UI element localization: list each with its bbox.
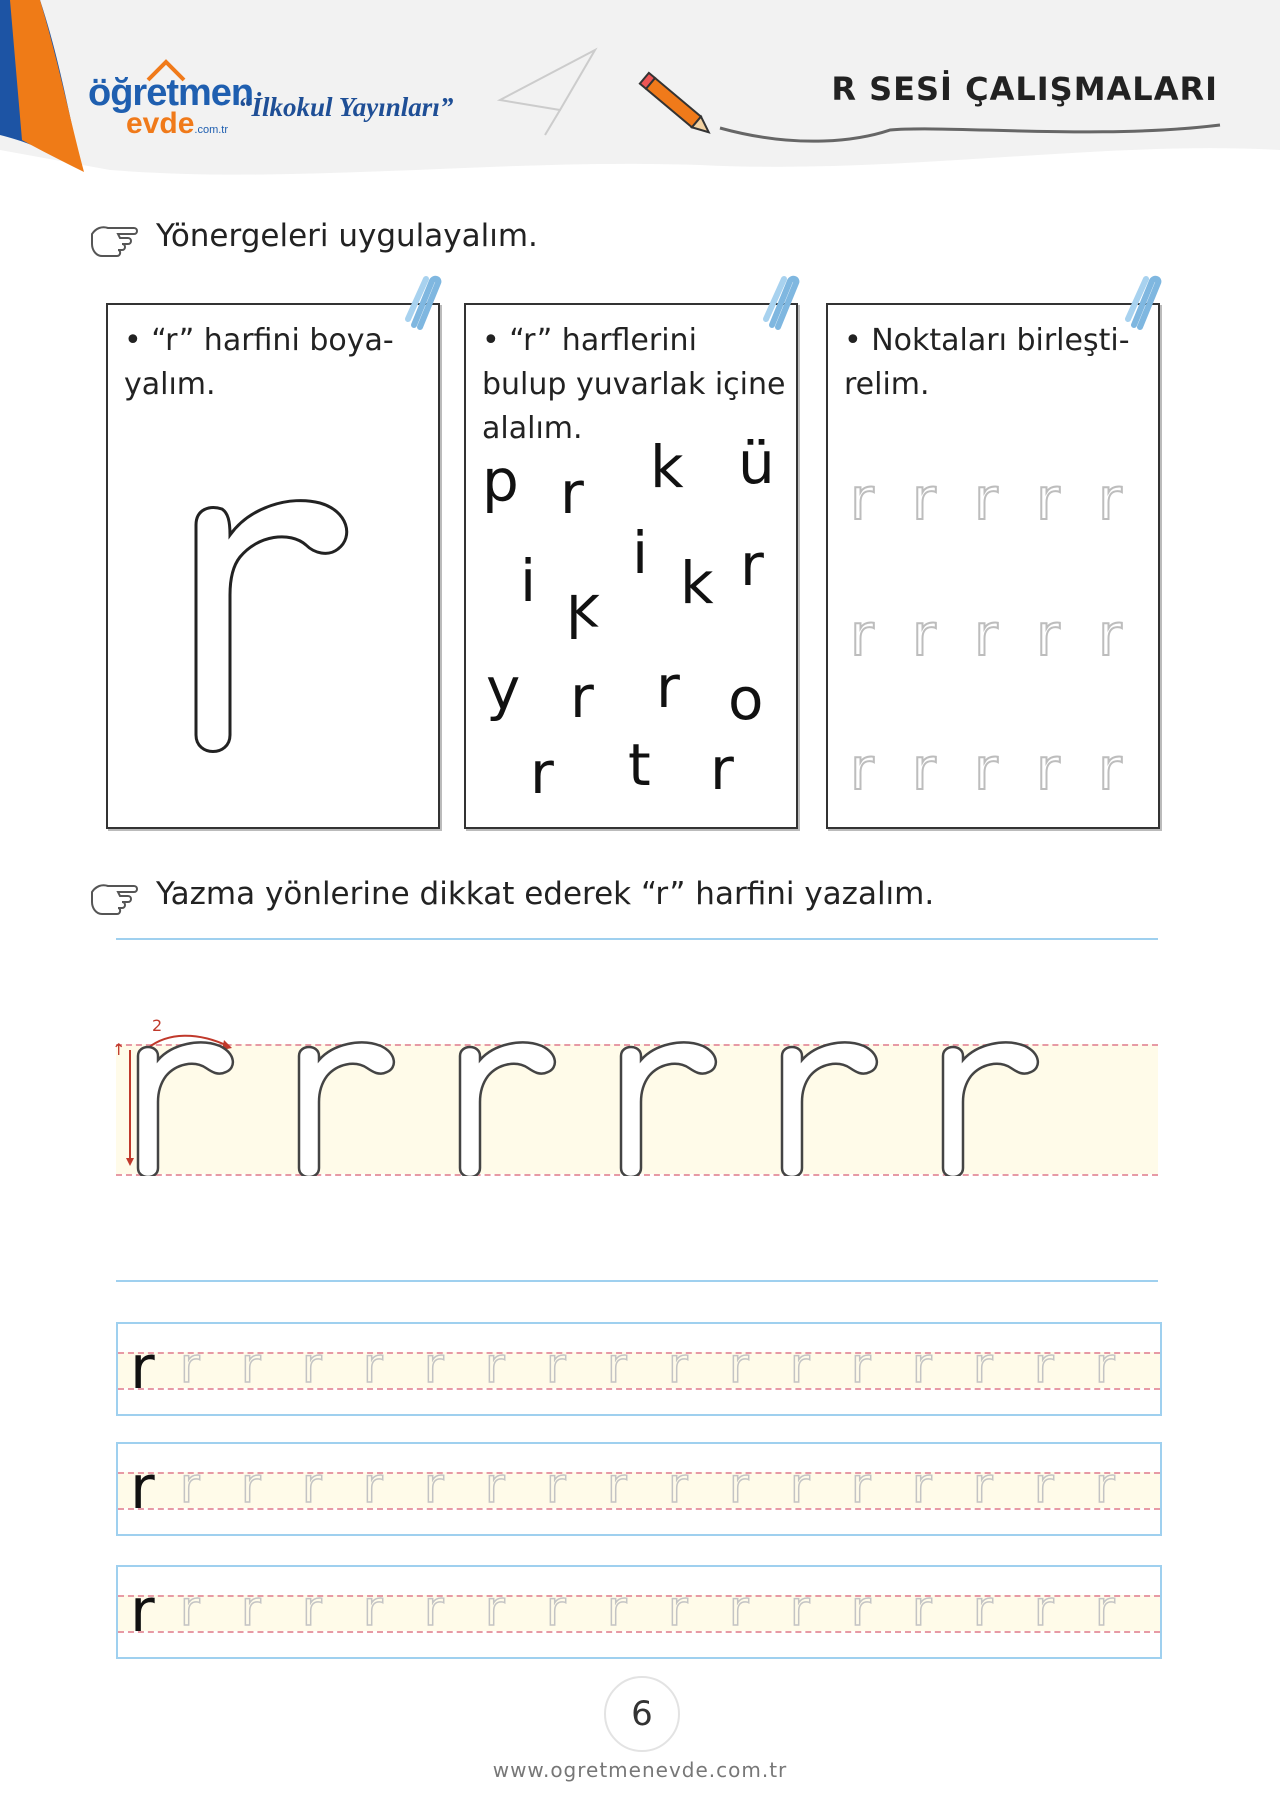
guide-letter-r[interactable] — [937, 1036, 1047, 1176]
trace-letter[interactable]: r — [302, 1581, 322, 1637]
row-dashed-line — [118, 1472, 1160, 1474]
scatter-letter[interactable]: k — [650, 433, 684, 501]
trace-letter[interactable]: r — [424, 1338, 444, 1394]
trace-letter[interactable]: r — [607, 1338, 627, 1394]
dotted-r-trace[interactable]: r — [912, 465, 936, 533]
dotted-r-trace[interactable]: r — [850, 465, 874, 533]
guide-separator-line — [116, 1280, 1158, 1282]
dotted-r-trace[interactable]: r — [912, 735, 936, 803]
trace-letter[interactable]: r — [546, 1581, 566, 1637]
dotted-r-trace[interactable]: r — [1098, 465, 1122, 533]
dotted-r-trace[interactable]: r — [974, 465, 998, 533]
publisher-name: “İlkokul Yayınları” — [238, 92, 454, 122]
scatter-letter[interactable]: r — [530, 739, 554, 807]
trace-letter[interactable]: r — [180, 1338, 200, 1394]
trace-letter[interactable]: r — [363, 1338, 383, 1394]
box2-line1: • “r” harflerini — [482, 323, 697, 358]
trace-letter[interactable]: r — [302, 1338, 322, 1394]
scatter-letter[interactable]: o — [728, 665, 764, 733]
scatter-letter[interactable]: i — [520, 547, 537, 615]
coloring-box — [106, 303, 440, 829]
dotted-r-trace[interactable]: r — [1098, 735, 1122, 803]
guide-letter-r[interactable] — [293, 1036, 403, 1176]
guide-letter-r[interactable] — [454, 1036, 564, 1176]
scatter-letter[interactable]: t — [628, 731, 651, 799]
paperclip-icon — [1124, 275, 1164, 331]
dotted-r-trace[interactable]: r — [850, 735, 874, 803]
trace-letter[interactable]: r — [790, 1338, 810, 1394]
logo-top-text: öğretmen — [88, 72, 254, 114]
logo-evde: evde — [126, 107, 195, 140]
trace-letter[interactable]: r — [851, 1458, 871, 1514]
trace-letter[interactable]: r — [912, 1581, 932, 1637]
trace-letter[interactable]: r — [973, 1338, 993, 1394]
box2-line2: bulup yuvarlak içine — [482, 367, 786, 402]
trace-letter[interactable]: r — [485, 1458, 505, 1514]
footer-url: www.ogretmenevde.com.tr — [492, 1758, 788, 1782]
trace-letter[interactable]: r — [729, 1338, 749, 1394]
scatter-letter[interactable]: r — [740, 531, 764, 599]
model-letter: r — [130, 1576, 155, 1646]
trace-letter[interactable]: r — [1095, 1458, 1115, 1514]
dotted-r-trace[interactable]: r — [1036, 465, 1060, 533]
trace-letter[interactable]: r — [485, 1338, 505, 1394]
practice-row[interactable] — [116, 1565, 1162, 1659]
logo — [88, 72, 254, 144]
page-number: 6 — [604, 1676, 680, 1752]
trace-letter[interactable]: r — [607, 1458, 627, 1514]
row-dashed-line — [118, 1352, 1160, 1354]
scatter-letter[interactable]: ü — [738, 429, 775, 497]
section2-instruction: Yazma yönlerine dikkat ederek “r” harfini yazalım. — [156, 876, 935, 912]
trace-letter[interactable]: r — [912, 1458, 932, 1514]
trace-letter[interactable]: r — [424, 1458, 444, 1514]
trace-letter[interactable]: r — [729, 1581, 749, 1637]
guide-letter-r[interactable] — [615, 1036, 725, 1176]
trace-letter[interactable]: r — [729, 1458, 749, 1514]
house-icon — [146, 58, 186, 82]
logo-bottom-text — [126, 107, 253, 144]
stroke-number: 2 — [152, 1016, 163, 1035]
trace-letter[interactable]: r — [241, 1338, 261, 1394]
box1-line2: yalım. — [124, 367, 216, 402]
pointing-hand-icon — [88, 220, 140, 260]
trace-letter[interactable]: r — [1034, 1338, 1054, 1394]
trace-letter[interactable]: r — [363, 1581, 383, 1637]
dotted-r-trace[interactable]: r — [850, 601, 874, 669]
trace-letter[interactable]: r — [241, 1581, 261, 1637]
stroke-up-arrow: ↑ — [112, 1040, 126, 1059]
dotted-r-trace[interactable]: r — [974, 735, 998, 803]
section1-instruction: Yönergeleri uygulayalım. — [156, 218, 538, 254]
box3-line1: • Noktaları birleşti- — [844, 323, 1130, 358]
trace-letter[interactable]: r — [485, 1581, 505, 1637]
practice-row[interactable] — [116, 1322, 1162, 1416]
outlined-letter-r[interactable] — [178, 495, 378, 755]
dotted-r-trace[interactable]: r — [974, 601, 998, 669]
scatter-letter[interactable]: r — [560, 459, 584, 527]
trace-letter[interactable]: r — [668, 1338, 688, 1394]
trace-letter[interactable]: r — [546, 1338, 566, 1394]
box1-line1: • “r” harfini boya- — [124, 323, 394, 358]
trace-letter[interactable]: r — [973, 1581, 993, 1637]
scatter-letter[interactable]: b — [482, 455, 519, 523]
dotted-r-trace[interactable]: r — [1036, 601, 1060, 669]
trace-letter[interactable]: r — [1095, 1581, 1115, 1637]
row-dashed-line — [118, 1388, 1160, 1390]
trace-letter[interactable]: r — [851, 1581, 871, 1637]
trace-letter[interactable]: r — [790, 1581, 810, 1637]
scatter-letter[interactable]: r — [710, 735, 734, 803]
trace-letter[interactable]: r — [363, 1458, 383, 1514]
trace-letter[interactable]: r — [180, 1581, 200, 1637]
practice-row[interactable] — [116, 1442, 1162, 1536]
page-title: R SESİ ÇALIŞMALARI — [831, 70, 1218, 108]
trace-letter[interactable]: r — [1034, 1458, 1054, 1514]
logo-domain: .com.tr — [194, 124, 229, 136]
trace-letter[interactable]: r — [668, 1458, 688, 1514]
row-band — [118, 1352, 1160, 1388]
trace-letter[interactable]: r — [302, 1458, 322, 1514]
scatter-letter[interactable]: r — [570, 663, 594, 731]
trace-letter[interactable]: r — [790, 1458, 810, 1514]
trace-letter[interactable]: r — [180, 1458, 200, 1514]
guide-top-line — [116, 938, 1158, 940]
model-letter: r — [130, 1333, 155, 1403]
scatter-letter[interactable]: k — [680, 549, 714, 617]
box2-line3: alalım. — [482, 411, 583, 446]
row-dashed-line — [118, 1508, 1160, 1510]
trace-letter[interactable]: r — [1034, 1581, 1054, 1637]
box3-line2: relim. — [844, 367, 930, 402]
trace-letter[interactable]: r — [241, 1458, 261, 1514]
trace-letter[interactable]: r — [851, 1338, 871, 1394]
trace-letter[interactable]: r — [607, 1581, 627, 1637]
row-dashed-line — [118, 1631, 1160, 1633]
model-letter: r — [130, 1453, 155, 1523]
scatter-letter[interactable]: i — [632, 519, 649, 587]
paperclip-icon — [762, 275, 802, 331]
row-band — [118, 1472, 1160, 1508]
scatter-letter[interactable]: y — [486, 655, 521, 723]
dotted-r-trace[interactable]: r — [912, 601, 936, 669]
trace-letter[interactable]: r — [912, 1338, 932, 1394]
guide-letter-r[interactable] — [776, 1036, 886, 1176]
dotted-r-trace[interactable]: r — [1036, 735, 1060, 803]
trace-letter[interactable]: r — [973, 1458, 993, 1514]
scatter-letter[interactable]: k — [566, 581, 600, 649]
dotted-r-trace[interactable]: r — [1098, 601, 1122, 669]
row-band — [118, 1595, 1160, 1631]
trace-letter[interactable]: r — [1095, 1338, 1115, 1394]
guide-letter-r[interactable] — [132, 1036, 242, 1176]
trace-letter[interactable]: r — [668, 1581, 688, 1637]
paperclip-icon — [404, 275, 444, 331]
trace-letter[interactable]: r — [424, 1581, 444, 1637]
row-dashed-line — [118, 1595, 1160, 1597]
trace-letter[interactable]: r — [546, 1458, 566, 1514]
scatter-letter[interactable]: r — [656, 653, 680, 721]
pointing-hand-icon — [88, 878, 140, 918]
